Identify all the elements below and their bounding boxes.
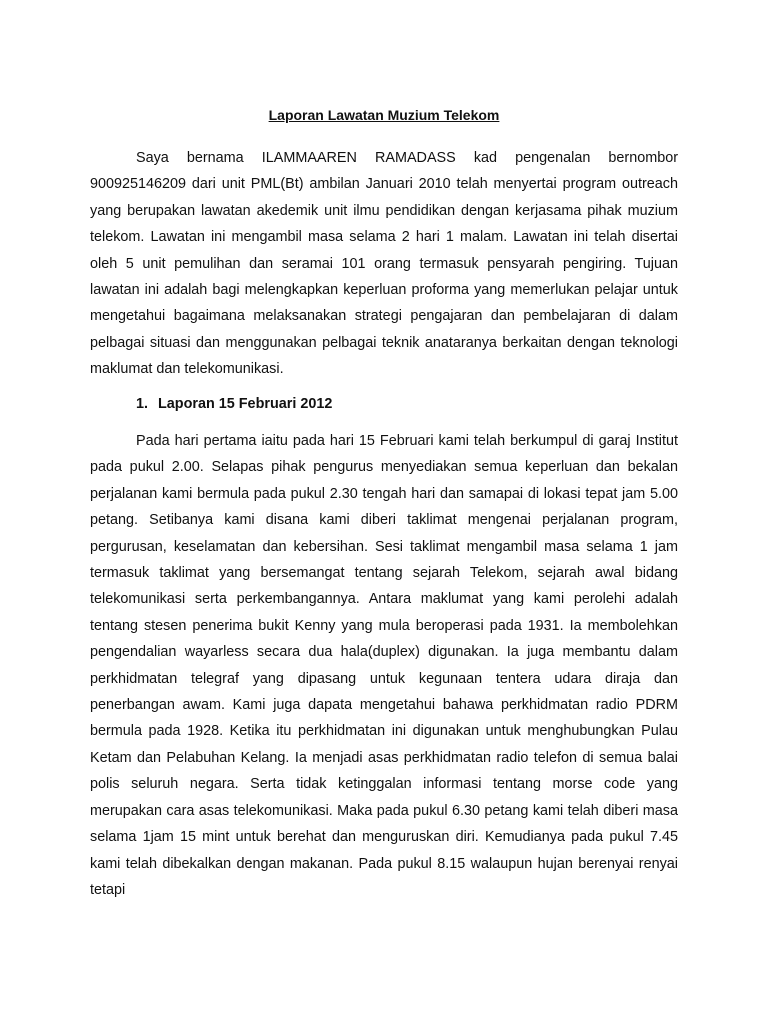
section-heading-text: Laporan 15 Februari 2012 (158, 396, 333, 412)
intro-paragraph: Saya bernama ILAMMAAREN RAMADASS kad pengenalan bernombor 900925146209 dari unit PML(Bt) ambilan Januari 2010 telah menyertai program outreach yang berupakan lawatan akedemik unit ilmu pendidikan dengan kerjasama pihak muzium telekom. Lawatan ini mengambil masa selama 2 hari 1 malam. Lawatan ini telah disertai oleh 5 unit pemulihan dan seramai 101 orang termasuk pensyarah pengiring. Tujuan lawatan ini adalah bagi melengkapkan keperluan proforma yang memerlukan pelajar untuk mengetahui bagaimana melaksanakan strategi pengajaran dan pembelajaran di dalam pelbagai situasi dan menggunakan pelbagai teknik anataranya berkaitan dengan teknologi maklumat dan telekomunikasi. (90, 150, 678, 378)
section-number: 1. (136, 396, 149, 412)
section-paragraph: Pada hari pertama iaitu pada hari 15 Februari kami telah berkumpul di garaj Institut pada pukul 2.00. Selapas pihak pengurus menyediakan semua keperluan dan bekalan perjalanan kami bermula pada pukul 2.30 tengah hari dan samapai di lokasi tepat jam 5.00 petang. Setibanya kami disana kami diberi taklimat mengenai perjalanan program, pergurusan, keselamatan dan kebersihan. Sesi taklimat mengambil masa selama 1 jam termasuk taklimat yang bersemangat tentang sejarah Telekom, sejarah awal bidang telekomunikasi serta perkembangannya. Antara maklumat yang kami perolehi adalah tentang stesen penerima bukit Kenny yang mula beroperasi pada 1931. Ia membolehkan pengendalian wayarless secara dua hala(duplex) digunakan. Ia juga membantu dalam perkhidmatan telegraf yang dipasang untuk kegunaan tentera udara diraja dan penerbangan awam. Kami juga dapata mengetahui bahawa perkhidmatan radio PDRM bermula pada 1928. Ketika itu perkhidmatan ini digunakan untuk menghubungkan Pulau Ketam dan Pelabuhan Kelang. Ia menjadi asas perkhidmatan radio telefon di semua balai polis seluruh negara. Serta tidak ketinggalan informasi tentang morse code yang merupakan cara asas telekomunikasi. Maka pada pukul 6.30 petang kami telah diberi masa selama 1jam 15 mint untuk berehat dan menguruskan diri. Kemudianya pada pukul 7.45 kami telah dibekalkan dengan makanan. Pada pukul 8.15 walaupun hujan berenyai renyai tetapi (90, 433, 678, 898)
document-title: Laporan Lawatan Muzium Telekom (268, 107, 500, 123)
section-heading (136, 395, 332, 413)
